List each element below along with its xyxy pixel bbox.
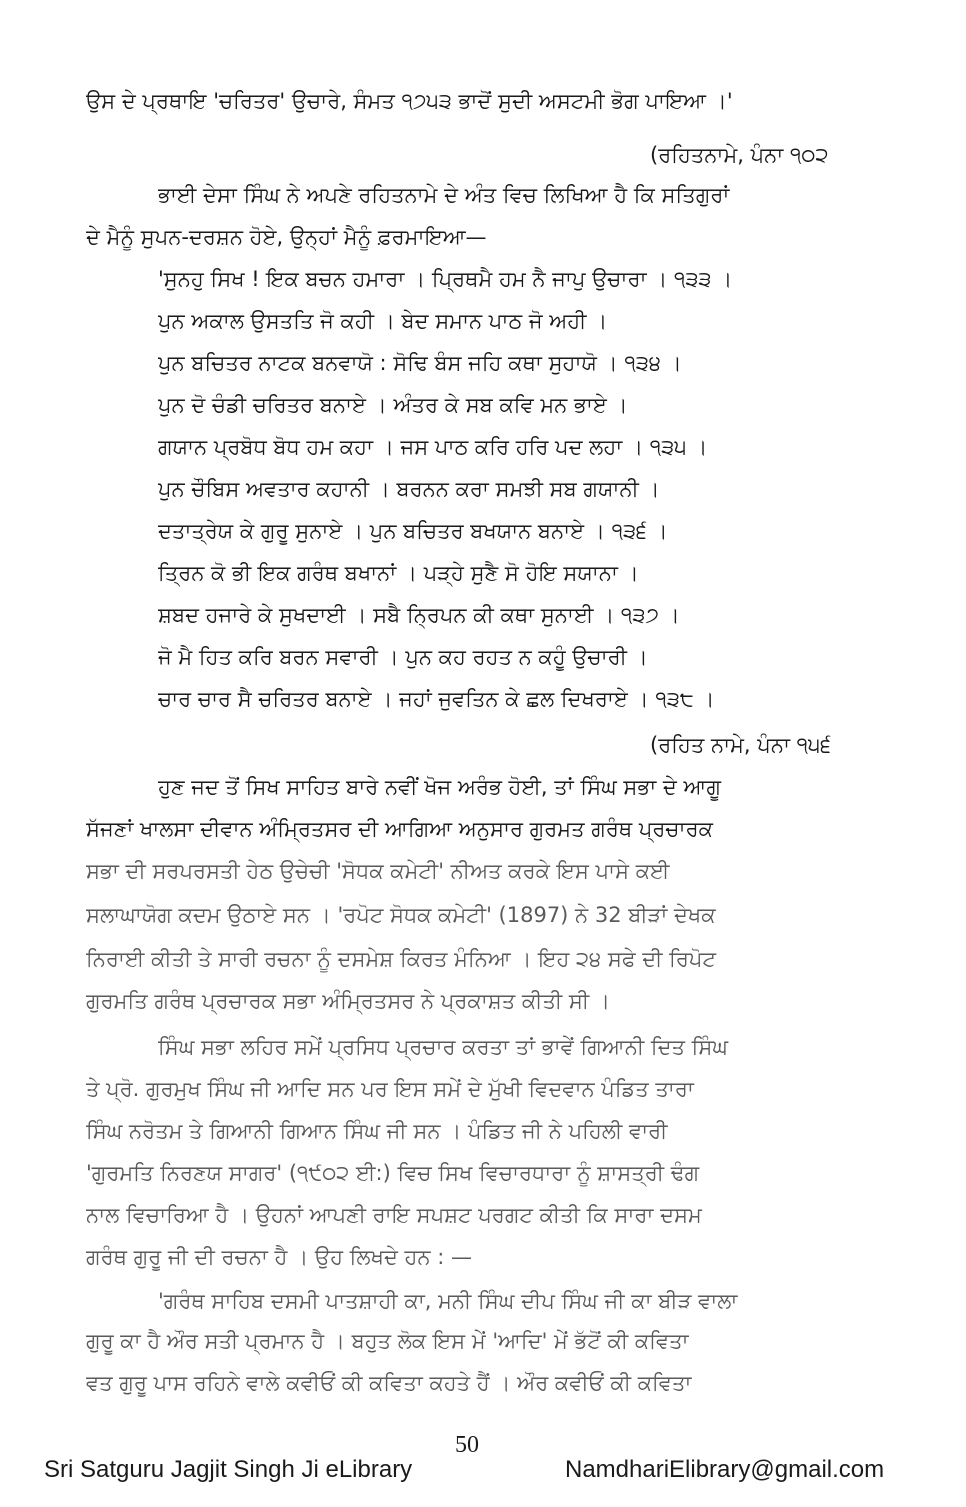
text-line: ਗੁਰਮਤਿ ਗਰੰਥ ਪ੍ਰਚਾਰਕ ਸਭਾ ਅੰਮ੍ਰਿਤਸਰ ਨੇ ਪ੍ਰਕਾਸ਼ਤ ਕੀਤੀ ਸੀ । (86, 989, 611, 1013)
text-line: ਸਿੰਘ ਨਰੋਤਮ ਤੇ ਗਿਆਨੀ ਗਿਆਨ ਸਿੰਘ ਜੀ ਸਨ । ਪੰਡਿਤ ਜੀ ਨੇ ਪਹਿਲੀ ਵਾਰੀ (86, 1119, 668, 1143)
verse-line: 'ਸੁਨਹੁ ਸਿਖ ! ਇਕ ਬਚਨ ਹਮਾਰਾ । ਪ੍ਰਿਥਮੈ ਹਮ ਨੈ ਜਾਪੁ ਉਚਾਰਾ । ੧੩੩ । (158, 267, 733, 291)
citation: (ਰਹਿਤ ਨਾਮੇ, ਪੰਨਾ ੧੫੬ (650, 733, 832, 757)
citation: (ਰਹਿਤਨਾਮੇ, ਪੰਨਾ ੧੦੨ (650, 143, 829, 167)
verse-line: ਗਯਾਨ ਪ੍ਰਬੋਧ ਬੋਧ ਹਮ ਕਹਾ । ਜਸ ਪਾਠ ਕਰਿ ਹਰਿ ਪਦ ਲਹਾ । ੧੩੫ । (158, 435, 708, 459)
text-line: ਸਭਾ ਦੀ ਸਰਪਰਸਤੀ ਹੇਠ ਉਚੇਚੀ 'ਸੋਧਕ ਕਮੇਟੀ' ਨੀਅਤ ਕਰਕੇ ਇਸ ਪਾਸੇ ਕਈ (86, 859, 670, 883)
verse-line: ਸ਼ਬਦ ਹਜਾਰੇ ਕੇ ਸੁਖਦਾਈ । ਸਬੈ ਨ੍ਰਿਪਨ ਕੀ ਕਥਾ ਸੁਨਾਈ । ੧੩੭ । (158, 603, 680, 627)
verse-line: ਪੁਨ ਦੋ ਚੰਡੀ ਚਰਿਤਰ ਬਨਾਏ । ਅੰਤਰ ਕੇ ਸਬ ਕਵਿ ਮਨ ਭਾਏ । (158, 393, 628, 417)
page-number: 50 (455, 1432, 479, 1458)
verse-line: ਦਤਾਤ੍ਰੇਯ ਕੇ ਗੁਰੂ ਸੁਨਾਏ । ਪੁਨ ਬਚਿਤਰ ਬਖਯਾਨ ਬਨਾਏ । ੧੩੬ । (158, 519, 668, 543)
text-line: ਵਤ ਗੁਰੂ ਪਾਸ ਰਹਿਨੇ ਵਾਲੇ ਕਵੀਓਂ ਕੀ ਕਵਿਤਾ ਕਹਤੇ ਹੈਂ । ਔਰ ਕਵੀਓਂ ਕੀ ਕਵਿਤਾ (86, 1371, 692, 1395)
text-line: ਨਾਲ ਵਿਚਾਰਿਆ ਹੈ । ਉਹਨਾਂ ਆਪਣੀ ਰਾਇ ਸਪਸ਼ਟ ਪਰਗਟ ਕੀਤੀ ਕਿ ਸਾਰਾ ਦਸਮ (86, 1203, 702, 1227)
verse-line: ਪੁਨ ਅਕਾਲ ਉਸਤਤਿ ਜੋ ਕਹੀ । ਬੇਦ ਸਮਾਨ ਪਾਠ ਜੋ ਅਹੀ । (158, 309, 608, 333)
verse-line: ਪੁਨ ਚੌਬਿਸ ਅਵਤਾਰ ਕਹਾਨੀ । ਬਰਨਨ ਕਰਾ ਸਮਝੀ ਸਬ ਗਯਾਨੀ । (158, 477, 660, 501)
text-line: ਭਾਈ ਦੇਸਾ ਸਿੰਘ ਨੇ ਅਪਣੇ ਰਹਿਤਨਾਮੇ ਦੇ ਅੰਤ ਵਿਚ ਲਿਖਿਆ ਹੈ ਕਿ ਸਤਿਗੁਰਾਂ (158, 183, 730, 207)
text-line: ਨਿਰਾਈ ਕੀਤੀ ਤੇ ਸਾਰੀ ਰਚਨਾ ਨੂੰ ਦਸਮੇਸ਼ ਕਿਰਤ ਮੰਨਿਆ । ਇਹ ੨੪ ਸਫੇ ਦੀ ਰਿਪੋਟ (86, 947, 716, 971)
text-line: ਸਿੰਘ ਸਭਾ ਲਹਿਰ ਸਮੇਂ ਪ੍ਰਸਿਧ ਪ੍ਰਚਾਰ ਕਰਤਾ ਤਾਂ ਭਾਵੇਂ ਗਿਆਨੀ ਦਿਤ ਸਿੰਘ (158, 1035, 728, 1059)
verse-line: ਚਾਰ ਚਾਰ ਸੈ ਚਰਿਤਰ ਬਨਾਏ । ਜਹਾਂ ਜੁਵਤਿਨ ਕੇ ਛਲ ਦਿਖਰਾਏ । ੧੩੮ । (158, 687, 715, 711)
text-line: ਸਲਾਘਾਯੋਗ ਕਦਮ ਉਠਾਏ ਸਨ । 'ਰਪੋਟ ਸੋਧਕ ਕਮੇਟੀ' (1897) ਨੇ 32 ਬੀੜਾਂ ਦੇਖਕ (86, 903, 716, 927)
text-line: 'ਗਰੰਥ ਸਾਹਿਬ ਦਸਮੀ ਪਾਤਸ਼ਾਹੀ ਕਾ, ਮਨੀ ਸਿੰਘ ਦੀਪ ਸਿੰਘ ਜੀ ਕਾ ਬੀੜ ਵਾਲਾ (158, 1289, 738, 1313)
verse-line: ਪੁਨ ਬਚਿਤਰ ਨਾਟਕ ਬਨਵਾਯੋ : ਸੋਢਿ ਬੰਸ ਜਹਿ ਕਥਾ ਸੁਹਾਯੋ । ੧੩੪ । (158, 351, 682, 375)
verse-line: ਜੋ ਮੈ ਹਿਤ ਕਰਿ ਬਰਨ ਸਵਾਰੀ । ਪੁਨ ਕਹ ਰਹਤ ਨ ਕਹੂੰ ਉਚਾਰੀ । (158, 645, 648, 669)
footer-email: NamdhariElibrary@gmail.com (565, 1456, 885, 1483)
text-line: ਉਸ ਦੇ ਪ੍ਰਥਾਇ 'ਚਰਿਤਰ' ਉਚਾਰੇ, ਸੰਮਤ ੧੭੫੩ ਭਾਦੋਂ ਸੁਦੀ ਅਸਟਮੀ ਭੋਗ ਪਾਇਆ ।' (86, 89, 733, 113)
text-line: ਸੱਜਣਾਂ ਖਾਲਸਾ ਦੀਵਾਨ ਅੰਮ੍ਰਿਤਸਰ ਦੀ ਆਗਿਆ ਅਨੁਸਾਰ ਗੁਰਮਤ ਗਰੰਥ ਪ੍ਰਚਾਰਕ (86, 817, 713, 841)
text-line: ਦੇ ਮੈਨੂੰ ਸੁਪਨ-ਦਰਸ਼ਨ ਹੋਏ, ਉਨ੍ਹਾਂ ਮੈਨੂੰ ਫ਼ਰਮਾਇਆ— (86, 225, 487, 249)
text-line: ਗੁਰੂ ਕਾ ਹੈ ਔਰ ਸਤੀ ਪ੍ਰਮਾਨ ਹੈ । ਬਹੁਤ ਲੋਕ ਇਸ ਮੇਂ 'ਆਦਿ' ਮੇਂ ਭੱਟੋਂ ਕੀ ਕਵਿਤਾ (86, 1329, 689, 1353)
text-line: ਗਰੰਥ ਗੁਰੂ ਜੀ ਦੀ ਰਚਨਾ ਹੈ । ਉਹ ਲਿਖਦੇ ਹਨ : — (86, 1245, 472, 1269)
footer-library-name: Sri Satguru Jagjit Singh Ji eLibrary (44, 1456, 413, 1483)
verse-line: ਤ੍ਰਿਨ ਕੋ ਭੀ ਇਕ ਗਰੰਥ ਬਖਾਨਾਂ । ਪੜ੍ਹੇ ਸੁਣੈ ਸੋ ਹੋਇ ਸਯਾਨਾ । (158, 561, 639, 585)
text-line: ਤੇ ਪ੍ਰੋ. ਗੁਰਮੁਖ ਸਿੰਘ ਜੀ ਆਦਿ ਸਨ ਪਰ ਇਸ ਸਮੇਂ ਦੇ ਮੁੱਖੀ ਵਿਦਵਾਨ ਪੰਡਿਤ ਤਾਰਾ (86, 1077, 694, 1101)
text-line: ਹੁਣ ਜਦ ਤੋਂ ਸਿਖ ਸਾਹਿਤ ਬਾਰੇ ਨਵੀਂ ਖੋਜ ਅਰੰਭ ਹੋਈ, ਤਾਂ ਸਿੰਘ ਸਭਾ ਦੇ ਆਗੂ (158, 775, 721, 799)
text-line: 'ਗੁਰਮਤਿ ਨਿਰਣਯ ਸਾਗਰ' (੧੯੦੨ ਈ:) ਵਿਚ ਸਿਖ ਵਿਚਾਰਧਾਰਾ ਨੂੰ ਸ਼ਾਸਤ੍ਰੀ ਢੰਗ (86, 1161, 700, 1185)
